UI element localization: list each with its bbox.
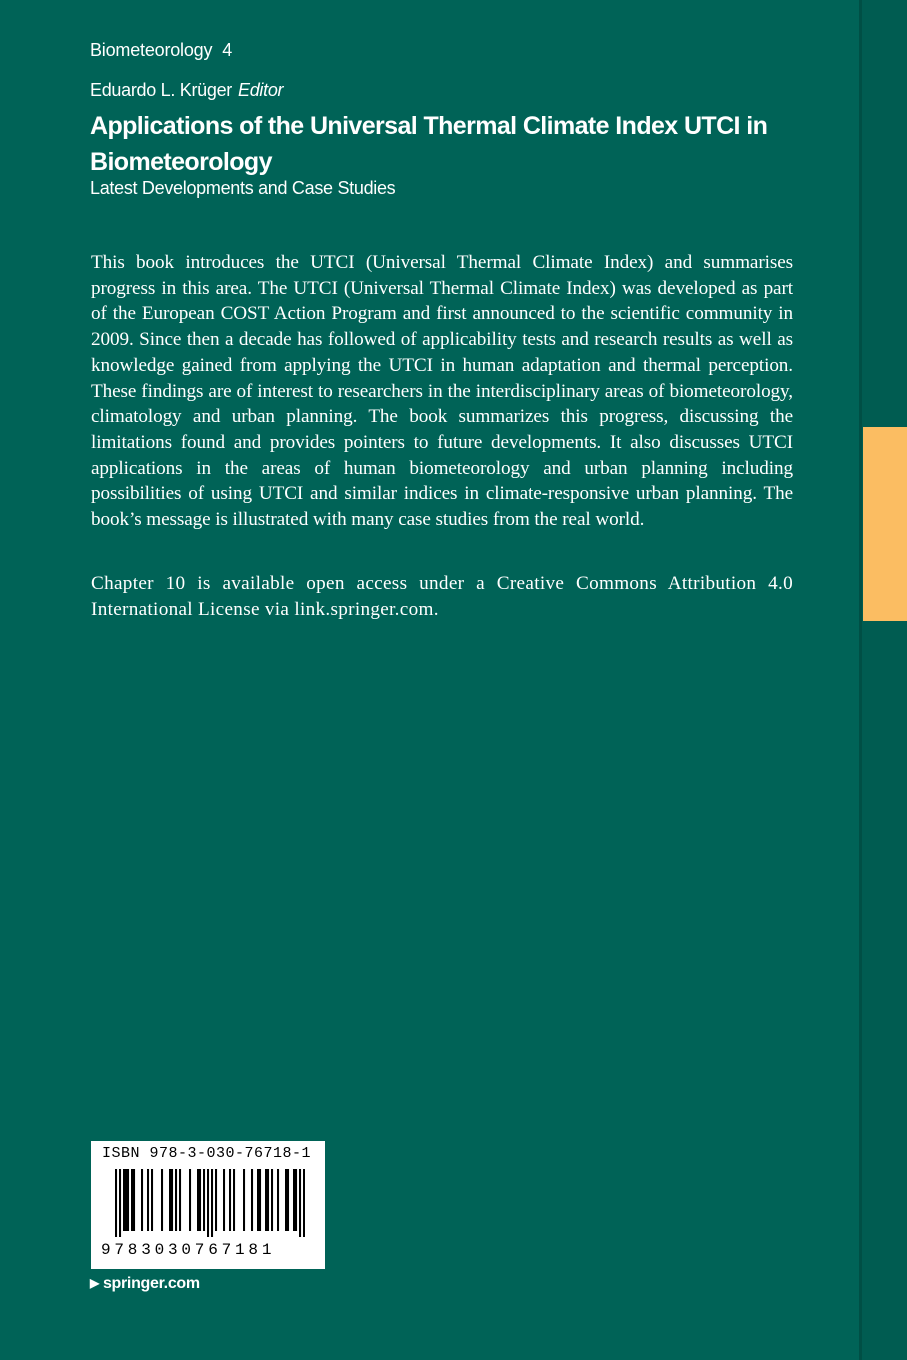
barcode-bar — [199, 1169, 201, 1231]
publisher-link-text: springer.com — [102, 1275, 200, 1292]
book-subtitle: Latest Developments and Case Studies — [90, 178, 396, 198]
series-volume: 4 — [222, 40, 233, 60]
barcode-bar — [267, 1169, 269, 1231]
barcode-bar — [171, 1169, 173, 1231]
barcode-bar — [229, 1169, 231, 1231]
barcode-bar — [303, 1169, 305, 1237]
barcode-bar — [141, 1169, 143, 1231]
barcode-bar — [271, 1169, 273, 1231]
barcode-bar — [243, 1169, 245, 1231]
editor-name: Eduardo L. Krüger — [90, 80, 232, 100]
series-name: Biometeorology — [90, 40, 213, 60]
barcode-bar — [123, 1169, 125, 1231]
barcode-bar — [233, 1169, 235, 1231]
spine-strip — [862, 0, 907, 1360]
barcode-panel — [91, 1141, 325, 1269]
book-description: This book introduces the UTCI (Universal Thermal Climate Index) and summarises progress in this area. The UTCI (Universal Thermal Climate Index) was developed as part of the European COST Action Program and first announced to the scientific community in 2009. Since then a decade has followed of applicability tests and research results as well as knowledge gained from applying the UTCI in human adaptation and thermal perception. These findings are of interest to researchers in the interdisciplinary areas of biometeorology, climatology and urban planning. The book summarizes this progress, discussing the limitations found and provides pointers to future developments. It also discusses UTCI applications in the areas of human biometeorology and urban planning including possibilities of using UTCI and similar indices in climate-responsive urban planning. The book’s message is illustrated with many case studies from the real world. — [91, 252, 793, 531]
barcode-bar — [215, 1169, 217, 1231]
barcode-bar — [257, 1169, 259, 1231]
triangle-right-icon: ▶ — [90, 1276, 99, 1290]
barcode-bar — [223, 1169, 225, 1231]
book-title: Applications of the Universal Thermal Climate Index UTCI in Biometeorology — [90, 112, 768, 176]
barcode-bar — [265, 1169, 267, 1231]
barcode-bar — [119, 1169, 121, 1237]
barcode-bar — [203, 1169, 205, 1231]
barcode-bar — [125, 1169, 127, 1231]
barcode-bar — [293, 1169, 295, 1231]
editor-line — [90, 80, 283, 101]
editor-role: Editor — [238, 80, 284, 100]
spine-color-tab — [863, 427, 907, 621]
barcode-icon — [115, 1169, 305, 1237]
barcode-bar — [151, 1169, 153, 1231]
barcode-bar — [161, 1169, 163, 1231]
barcode-bar — [287, 1169, 289, 1231]
barcode-bar — [147, 1169, 149, 1231]
barcode-bar — [131, 1169, 133, 1231]
barcode-bar — [285, 1169, 287, 1231]
barcode-bar — [197, 1169, 199, 1231]
ean-digits: 9783030767181 — [101, 1241, 276, 1259]
barcode-bar — [127, 1169, 129, 1231]
barcode-bar — [259, 1169, 261, 1231]
barcode-bar — [189, 1169, 191, 1231]
barcode-bar — [133, 1169, 135, 1231]
barcode-bar — [169, 1169, 171, 1231]
barcode-bar — [207, 1169, 209, 1237]
series-line — [90, 40, 232, 61]
barcode-bar — [299, 1169, 301, 1237]
barcode-bar — [115, 1169, 117, 1237]
isbn-label: ISBN 978-3-030-76718-1 — [102, 1145, 312, 1162]
barcode-bar — [211, 1169, 213, 1237]
open-access-note: Chapter 10 is available open access under a Creative Commons Attribution 4.0 International License via link.springer.com. — [91, 573, 793, 620]
barcode-bar — [251, 1169, 253, 1231]
barcode-bar — [277, 1169, 279, 1231]
barcode-bar — [175, 1169, 177, 1231]
barcode-bar — [295, 1169, 297, 1231]
barcode-bar — [179, 1169, 181, 1231]
publisher-link[interactable] — [90, 1275, 200, 1293]
